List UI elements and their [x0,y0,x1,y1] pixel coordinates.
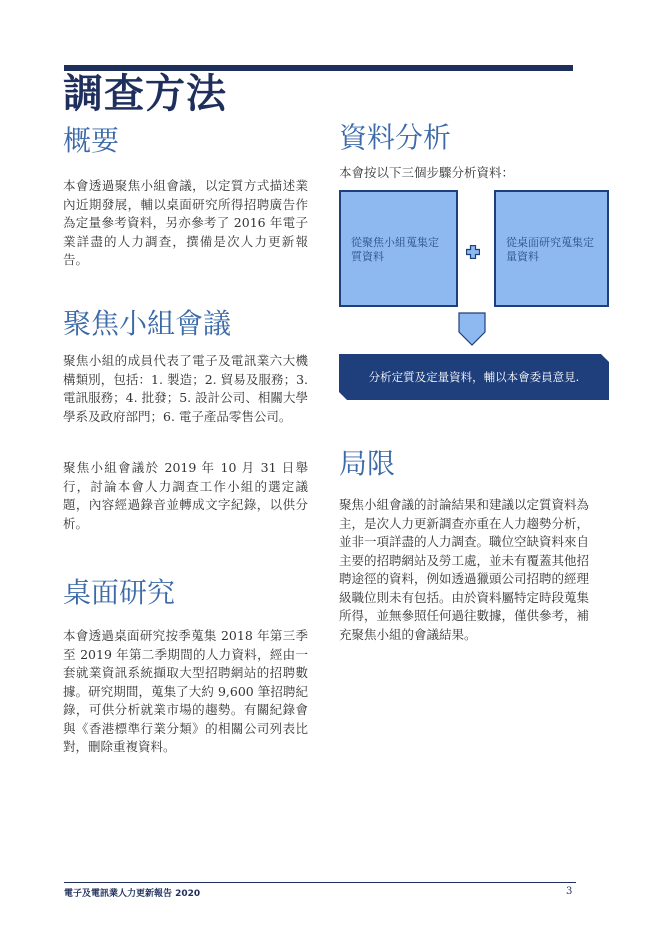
down-arrow-icon [458,312,486,346]
desk-research-paragraph: 本會透過桌面研究按季蒐集 2018 年第三季至 2019 年第二季期間的人力資料，經由一套就業資訊系統擷取大型招聘網站的招聘數據。研究期間，蒐集了大約 9,600 筆招聘紀錄，可供分析就業市場的趨勢。有關紀錄會與《香港標準行業分類》的相關公司列表比對，刪除重複資料。 [63,628,308,754]
page-title: 調查方法 [63,71,227,117]
qualitative-data-label: 從聚焦小組蒐集定質資料 [351,236,439,263]
analysis-intro: 本會按以下三個步驟分析資料： [339,165,515,180]
overview-heading: 概要 [63,124,120,157]
footer-rule [64,882,576,883]
focus-group-paragraph-1: 聚焦小組的成員代表了電子及電訊業六大機構類別，包括：1. 製造；2. 貿易及服務；3. 電訊服務；4. 批發；5. 設計公司、相關大學學系及政府部門；6. 電子產品零售公司。 [63,353,308,424]
page-number: 3 [566,886,573,897]
analysis-heading: 資料分析 [339,121,452,154]
footer-report-name: 電子及電訊業人力更新報告 2020 [64,889,201,899]
focus-group-paragraph-2: 聚焦小組會議於 2019 年 10 月 31 日舉行，討論本會人力調查工作小組的選定議題，內容經過錄音並轉成文字紀錄，以供分析。 [63,460,308,531]
limitations-paragraph: 聚焦小組會議的討論結果和建議以定質資料為主，是次人力更新調查亦重在人力趨勢分析，並非一項詳盡的人力調查。職位空缺資料來自主要的招聘網站及勞工處，並未有覆蓋其他招聘途徑的資料，例如透過獵頭公司招聘的經理級職位則未有包括。由於資料屬特定時段蒐集所得，並無參照任何過往數據，僅供參考，補充聚焦小組的會議結果。 [339,497,590,642]
result-banner-label: 分析定質及定量資料，輔以本會委員意見. [368,370,580,384]
overview-paragraph: 本會透過聚焦小組會議，以定質方式描述業內近期發展，輔以桌面研究所得招聘廣告作為定量參考資料，另亦參考了 2016 年電子業詳盡的人力調查，撰備是次人力更新報告。 [63,178,308,267]
focus-group-heading: 聚焦小組會議 [63,307,232,340]
limitations-heading: 局限 [339,447,396,480]
desk-research-heading: 桌面研究 [63,576,176,609]
qualitative-data-box [339,190,458,307]
quantitative-data-label: 從桌面研究蒐集定量資料 [506,236,594,263]
plus-icon [466,245,480,259]
quantitative-data-box [494,190,609,307]
